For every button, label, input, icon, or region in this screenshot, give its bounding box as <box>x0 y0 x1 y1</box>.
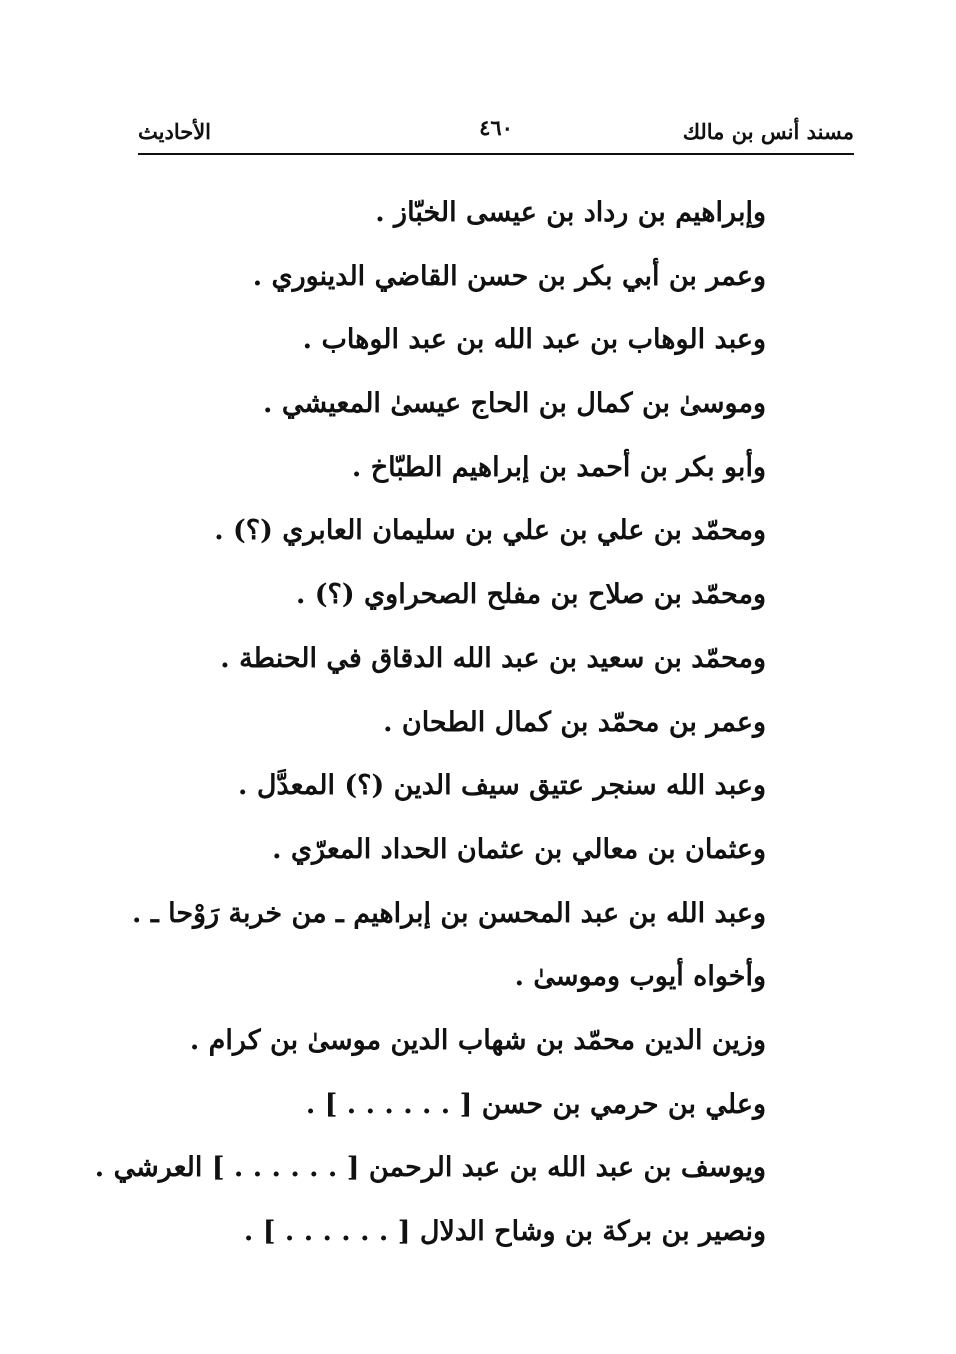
running-book-title: مسند أنس بن مالك <box>682 119 854 144</box>
page-number: ٤٦٠ <box>479 115 513 140</box>
list-item: وعمر بن أبي بكر بن حسن القاضي الدينوري . <box>252 260 766 292</box>
list-item: وموسىٰ بن كمال بن الحاج عيسىٰ المعيشي . <box>263 388 766 420</box>
list-item: وعبد الله بن عبد المحسن بن إبراهيم ـ من خربة رَوْحا ـ . <box>132 897 766 929</box>
list-item: وعبد الوهاب بن عبد الله بن عبد الوهاب . <box>302 324 766 356</box>
list-item: وزين الدين محمّد بن شهاب الدين موسىٰ بن كرام . <box>189 1024 766 1056</box>
list-item: وعلي بن حرمي بن حسن [ . . . . . . ] . <box>305 1088 766 1120</box>
list-item: وعمر بن محمّد بن كمال الطحان . <box>383 706 766 738</box>
list-item: وأبو بكر بن أحمد بن إبراهيم الطبّاخ . <box>351 451 766 483</box>
running-section-title: الأحاديث <box>138 119 212 144</box>
list-item: وعبد الله سنجر عتيق سيف الدين (؟) المعدَّل . <box>238 770 766 802</box>
list-item: ونصير بن بركة بن وشاح الدلال [ . . . . . . ] . <box>243 1216 766 1247</box>
narrator-list <box>94 188 766 1271</box>
list-item: وعثمان بن معالي بن عثمان الحداد المعرّي . <box>272 833 766 865</box>
list-item: ومحمّد بن صلاح بن مفلح الصحراوي (؟) . <box>295 579 766 611</box>
list-item: ويوسف بن عبد الله بن عبد الرحمن [ . . . . . . ] العرشي . <box>94 1152 766 1184</box>
list-item: ومحمّد بن سعيد بن عبد الله الدقاق في الحنطة . <box>220 642 766 674</box>
list-item: وإبراهيم بن رداد بن عيسى الخبّاز . <box>375 197 766 228</box>
page-header <box>138 112 854 152</box>
header-divider <box>138 153 854 155</box>
list-item: وأخواه أيوب وموسىٰ . <box>514 961 766 993</box>
list-item: ومحمّد بن علي بن علي بن سليمان العابري (؟) . <box>214 515 766 547</box>
